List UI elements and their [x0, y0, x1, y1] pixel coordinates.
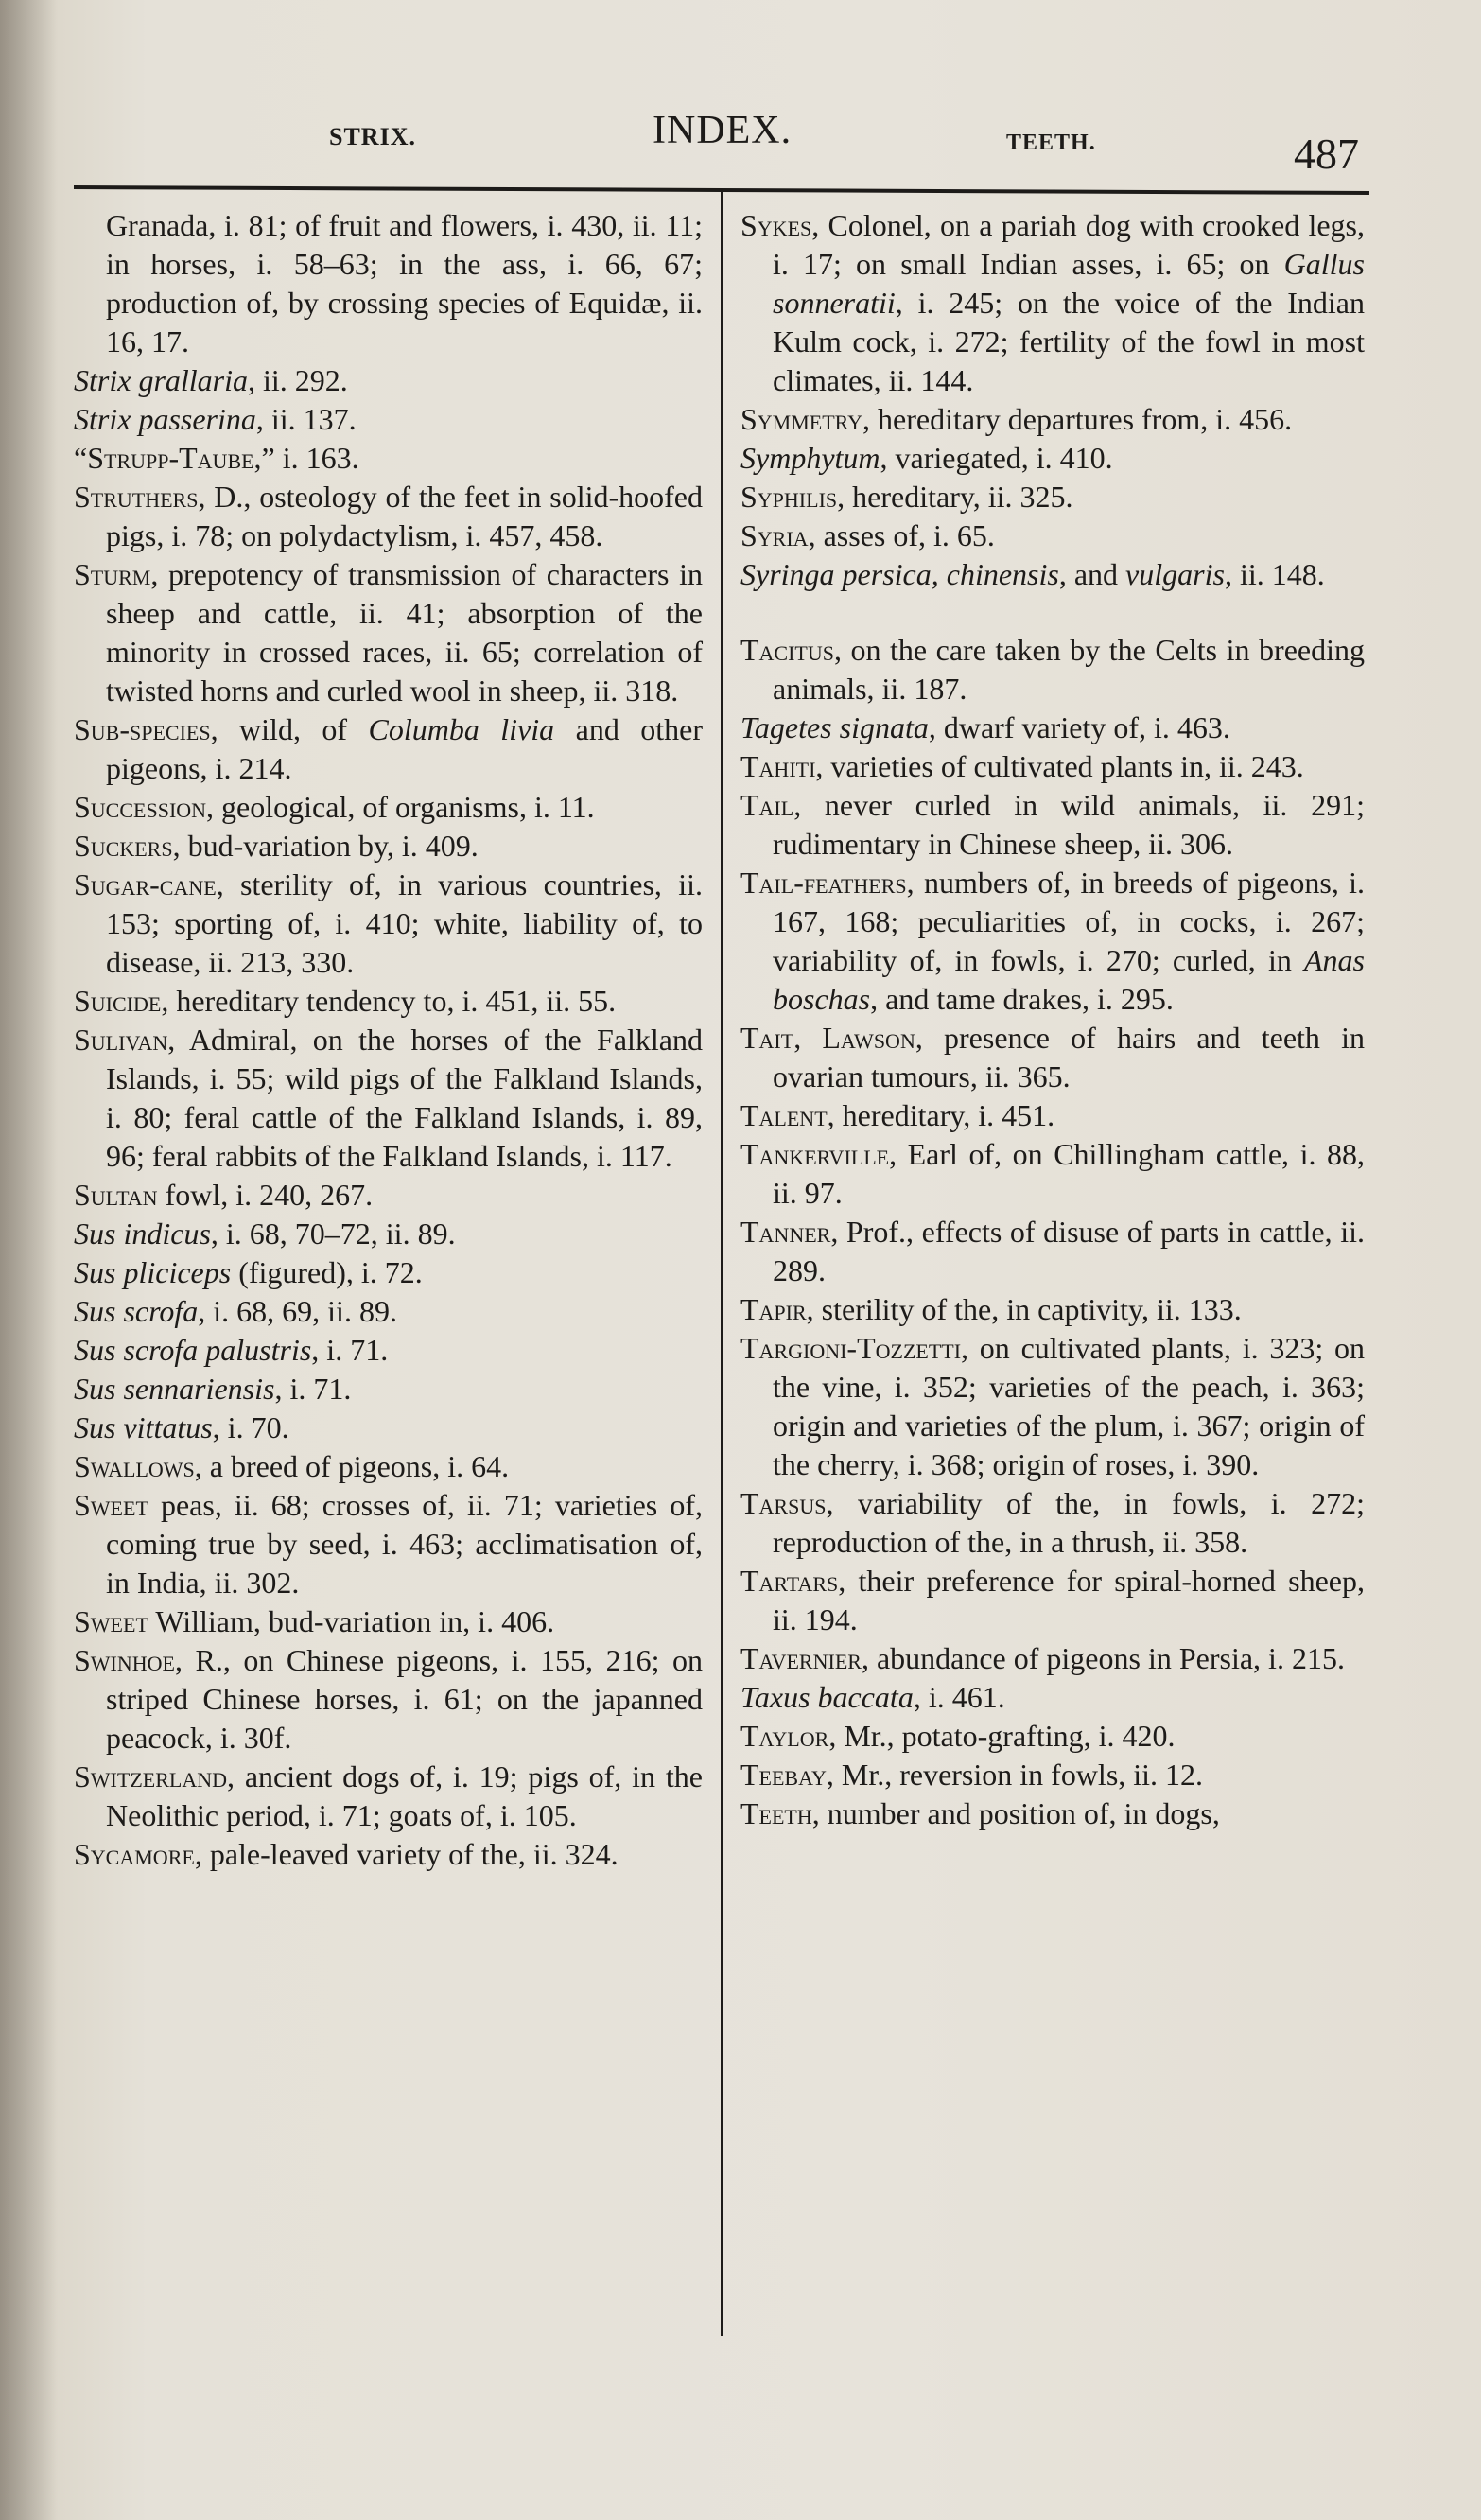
entry-text: , never curled in wild animals, ii. 291; rudimentary in Chinese sheep, ii. 306.	[773, 788, 1365, 861]
entry-text: , numbers of, in breeds of pigeons, i. 167, 168; peculiarities of, in cocks, i. 267; variability of, in fowls, i. 270; curled, in	[773, 866, 1365, 977]
index-entry	[74, 710, 703, 788]
index-entry	[740, 516, 1365, 555]
entry-headword: Sykes	[740, 208, 812, 242]
entry-text: , hereditary, ii. 325.	[837, 480, 1073, 514]
index-entry	[740, 1484, 1365, 1562]
index-entry	[740, 555, 1365, 594]
index-entry	[740, 478, 1365, 516]
left-guide-word: STRIX.	[329, 123, 416, 150]
entry-headword: Sugar-cane	[74, 867, 217, 901]
entry-headword: Tanner	[740, 1215, 831, 1249]
entry-italic-term: Sus pliciceps	[74, 1255, 232, 1289]
index-entry	[74, 1292, 703, 1331]
index-entry	[74, 1370, 703, 1409]
entry-text: , i. 71.	[311, 1333, 389, 1367]
entry-italic-term: Sus scrofa palustris	[74, 1333, 312, 1367]
index-entry	[74, 866, 703, 982]
entry-italic-term: Gallus sonneratii	[773, 247, 1365, 320]
entry-text: fowl, i. 240, 267.	[157, 1178, 374, 1212]
entry-text: (figured), i. 72.	[231, 1255, 423, 1289]
entry-text: , abundance of pigeons in Persia, i. 215.	[861, 1641, 1345, 1675]
entry-italic-term: Anas boschas	[773, 943, 1365, 1016]
entry-text: , number and position of, in dogs,	[811, 1796, 1220, 1830]
entry-text: , variegated, i. 410.	[880, 441, 1113, 475]
entry-text: , on the care taken by the Celts in breeding animals, ii. 187.	[773, 633, 1365, 706]
entry-text: , sterility of, in various countries, ii. 153; sporting of, i. 410; white, liability of, to disease, ii. 213, 330.	[106, 867, 703, 979]
index-entry	[740, 1562, 1365, 1639]
page-title: INDEX.	[653, 109, 793, 152]
index-entry	[740, 1290, 1365, 1329]
entry-text: , i. 68, 69, ii. 89.	[198, 1294, 397, 1328]
entry-text: , asses of, i. 65.	[808, 518, 995, 552]
index-entry	[74, 1021, 703, 1176]
index-entry	[74, 1176, 703, 1215]
entry-italic-term: Symphytum	[740, 441, 880, 475]
index-entry	[740, 400, 1365, 439]
entry-headword: Teebay	[740, 1758, 827, 1792]
entry-text: , their preference for spiral-horned sheep, ii. 194.	[773, 1564, 1365, 1636]
entry-headword: Syria	[740, 518, 809, 552]
index-entry	[740, 1794, 1365, 1833]
index-entry	[74, 400, 703, 439]
entry-text: , ii. 137.	[255, 402, 357, 436]
entry-text: , and tame drakes, i. 295.	[870, 982, 1174, 1016]
entry-text: , wild, of	[210, 712, 369, 746]
entry-text: , a breed of pigeons, i. 64.	[194, 1449, 510, 1483]
index-entry	[740, 631, 1365, 709]
entry-text: , hereditary tendency to, i. 451, ii. 55.	[161, 984, 617, 1018]
index-entry	[74, 439, 703, 478]
entry-headword: Suckers	[74, 829, 173, 863]
entry-text: Granada, i. 81; of fruit and flowers, i. 430, ii. 11; in horses, i. 58–63; in the ass, i. 66, 67; production of, by crossing species of Equidæ, ii. 16, 17.	[106, 208, 703, 359]
entry-text: , hereditary, i. 451.	[827, 1098, 1055, 1132]
entry-text: William, bud-variation in, i. 406.	[148, 1604, 555, 1638]
index-entry	[74, 1447, 703, 1486]
entry-text: peas, ii. 68; crosses of, ii. 71; varieties of, coming true by seed, i. 463; acclimatisation of, in India, ii. 302.	[106, 1488, 703, 1600]
entry-headword: Talent	[740, 1098, 828, 1132]
entry-headword: Switzerland	[74, 1759, 227, 1794]
entry-headword: Syphilis	[740, 480, 838, 514]
entry-text: , Prof., effects of disuse of parts in cattle, ii. 289.	[773, 1215, 1365, 1287]
entry-headword: Tait, Lawson	[740, 1021, 915, 1055]
entry-headword: Tail-feathers	[740, 866, 907, 900]
entry-text: , ancient dogs of, i. 19; pigs of, in the Neolithic period, i. 71; goats of, i. 105.	[106, 1759, 703, 1832]
index-entry	[740, 1756, 1365, 1794]
entry-text: , and	[1058, 557, 1126, 591]
entry-italic-term: Strix passerina	[74, 402, 256, 436]
entry-italic-term: Sus sennariensis	[74, 1372, 275, 1406]
index-entry	[74, 555, 703, 710]
entry-text: , dwarf variety of, i. 463.	[928, 710, 1230, 744]
entry-headword: Teeth	[740, 1796, 812, 1830]
entry-headword: Sweet	[74, 1488, 148, 1522]
entry-headword: Swinhoe	[74, 1643, 175, 1677]
entry-headword: Tankerville	[740, 1137, 890, 1171]
entry-headword: Sub-species	[74, 712, 211, 746]
entry-text: , i. 68, 70–72, ii. 89.	[210, 1216, 456, 1251]
left-column	[74, 206, 703, 1874]
index-entry	[74, 788, 703, 827]
index-entry	[740, 206, 1365, 400]
entry-text: , variability of the, in fowls, i. 272; reproduction of the, in a thrush, ii. 358.	[773, 1486, 1365, 1559]
entry-text: , i. 71.	[274, 1372, 352, 1406]
index-entry	[74, 1641, 703, 1758]
entry-headword: Succession	[74, 790, 207, 824]
index-entry	[74, 361, 703, 400]
index-entry	[74, 1215, 703, 1253]
entry-text: , i. 245; on the voice of the Indian Kulm cock, i. 272; fertility of the fowl in most climates, ii. 144.	[773, 286, 1365, 397]
entry-text: , prepotency of transmission of characters in sheep and cattle, ii. 41; absorption of the minority in crossed races, ii. 65; correlation of twisted horns and curled wool in sheep, ii. 318.	[106, 557, 703, 708]
entry-text: , Colonel, on a pariah dog with crooked legs, i. 17; on small Indian asses, i. 65; on	[773, 208, 1365, 281]
entry-headword: Swallows	[74, 1449, 195, 1483]
entry-headword: Symmetry	[740, 402, 863, 436]
entry-text: , varieties of cultivated plants in, ii. 243.	[815, 749, 1304, 783]
entry-headword: Tavernier	[740, 1641, 862, 1675]
index-entry	[740, 709, 1365, 747]
entry-text: , presence of hairs and teeth in ovarian tumours, ii. 365.	[773, 1021, 1366, 1094]
index-entry	[74, 1835, 703, 1874]
entry-text: , pale-leaved variety of the, ii. 324.	[194, 1837, 619, 1871]
index-entry	[74, 982, 703, 1021]
entry-headword: Suicide	[74, 984, 162, 1018]
entry-text: , Earl of, on Chillingham cattle, i. 88, ii. 97.	[773, 1137, 1365, 1210]
entry-headword: Targioni-Tozzetti	[740, 1331, 962, 1365]
entry-headword: Sycamore	[74, 1837, 195, 1871]
entry-text: , bud-variation by, i. 409.	[172, 829, 479, 863]
index-entry	[740, 1213, 1365, 1290]
entry-italic-term: Columba livia	[368, 712, 555, 746]
index-entry	[740, 1717, 1365, 1756]
entry-text: and other pigeons, i. 214.	[106, 712, 704, 785]
entry-headword: Sulivan	[74, 1023, 168, 1057]
index-entry	[740, 864, 1365, 1019]
index-entry	[74, 478, 703, 555]
entry-text: , Mr., potato-grafting, i. 420.	[828, 1719, 1176, 1753]
entry-italic-term: Taxus baccata	[740, 1680, 914, 1714]
entry-headword: Tartars	[740, 1564, 839, 1598]
index-entry	[74, 206, 703, 361]
entry-text: , ii. 292.	[248, 363, 348, 397]
entry-headword: “Strupp-Taube,”	[74, 441, 275, 475]
spine-shadow	[0, 0, 57, 2520]
entry-italic-term: Tagetes signata	[740, 710, 929, 744]
entry-headword: Sturm	[74, 557, 151, 591]
index-entry	[74, 1486, 703, 1602]
index-entry	[740, 1019, 1365, 1096]
entry-italic-term: Strix grallaria	[74, 363, 249, 397]
entry-italic-term: vulgaris	[1125, 557, 1225, 591]
page-number: 487	[1294, 130, 1359, 178]
entry-headword: Tarsus	[740, 1486, 827, 1520]
entry-text: , i. 70.	[212, 1410, 289, 1444]
column-divider	[721, 189, 723, 2336]
entry-text: , i. 461.	[913, 1680, 1005, 1714]
index-entry	[74, 1253, 703, 1292]
index-entry	[740, 786, 1365, 864]
index-entry	[740, 1329, 1365, 1484]
index-entry	[74, 1331, 703, 1370]
entry-text: , R., on Chinese pigeons, i. 155, 216; on striped Chinese horses, i. 61; on the japanned peacock, i. 30f.	[106, 1643, 703, 1755]
right-column	[740, 206, 1365, 1833]
index-entry	[740, 1678, 1365, 1717]
entry-text: , Admiral, on the horses of the Falkland Islands, i. 55; wild pigs of the Falkland Islands, i. 80; feral cattle of the Falkland Islands, i. 89, 96; feral rabbits of the Falkland Islands, i. 117.	[106, 1023, 703, 1173]
entry-italic-term: Syringa persica, chinensis	[740, 557, 1059, 591]
entry-text: i. 163.	[274, 441, 359, 475]
entry-headword: Tail	[740, 788, 794, 822]
index-entry	[740, 1096, 1365, 1135]
index-entry	[740, 747, 1365, 786]
entry-headword: Tapir	[740, 1292, 807, 1326]
entry-text: , geological, of organisms, i. 11.	[206, 790, 595, 824]
entry-text: , on cultivated plants, i. 323; on the vine, i. 352; varieties of the peach, i. 363; origin and varieties of the plum, i. 367; origin of the cherry, i. 368; origin of roses, i. 390.	[773, 1331, 1365, 1481]
right-guide-word: TEETH.	[1006, 131, 1096, 155]
index-entry	[74, 1602, 703, 1641]
entry-headword: Tacitus	[740, 633, 834, 667]
entry-headword: Sweet	[74, 1604, 148, 1638]
entry-text: , ii. 148.	[1224, 557, 1325, 591]
entry-italic-term: Sus vittatus	[74, 1410, 213, 1444]
running-header	[0, 109, 1481, 178]
index-entry	[740, 439, 1365, 478]
index-entry	[740, 1639, 1365, 1678]
entry-text: , hereditary departures from, i. 456.	[862, 402, 1293, 436]
entry-italic-term: Sus indicus	[74, 1216, 211, 1251]
entry-headword: Struthers	[74, 480, 199, 514]
entry-headword: Sultan	[74, 1178, 158, 1212]
index-entry	[74, 1758, 703, 1835]
entry-headword: Tahiti	[740, 749, 816, 783]
entry-headword: Taylor	[740, 1719, 829, 1753]
entry-text: , sterility of the, in captivity, ii. 133.	[806, 1292, 1242, 1326]
entry-text: , D., osteology of the feet in solid-hoofed pigs, i. 78; on polydactylism, i. 457, 458.	[106, 480, 703, 552]
entry-italic-term: Sus scrofa	[74, 1294, 199, 1328]
index-entry	[74, 827, 703, 866]
index-entry	[74, 1409, 703, 1447]
entry-text: , Mr., reversion in fowls, ii. 12.	[826, 1758, 1204, 1792]
index-entry	[740, 1135, 1365, 1213]
